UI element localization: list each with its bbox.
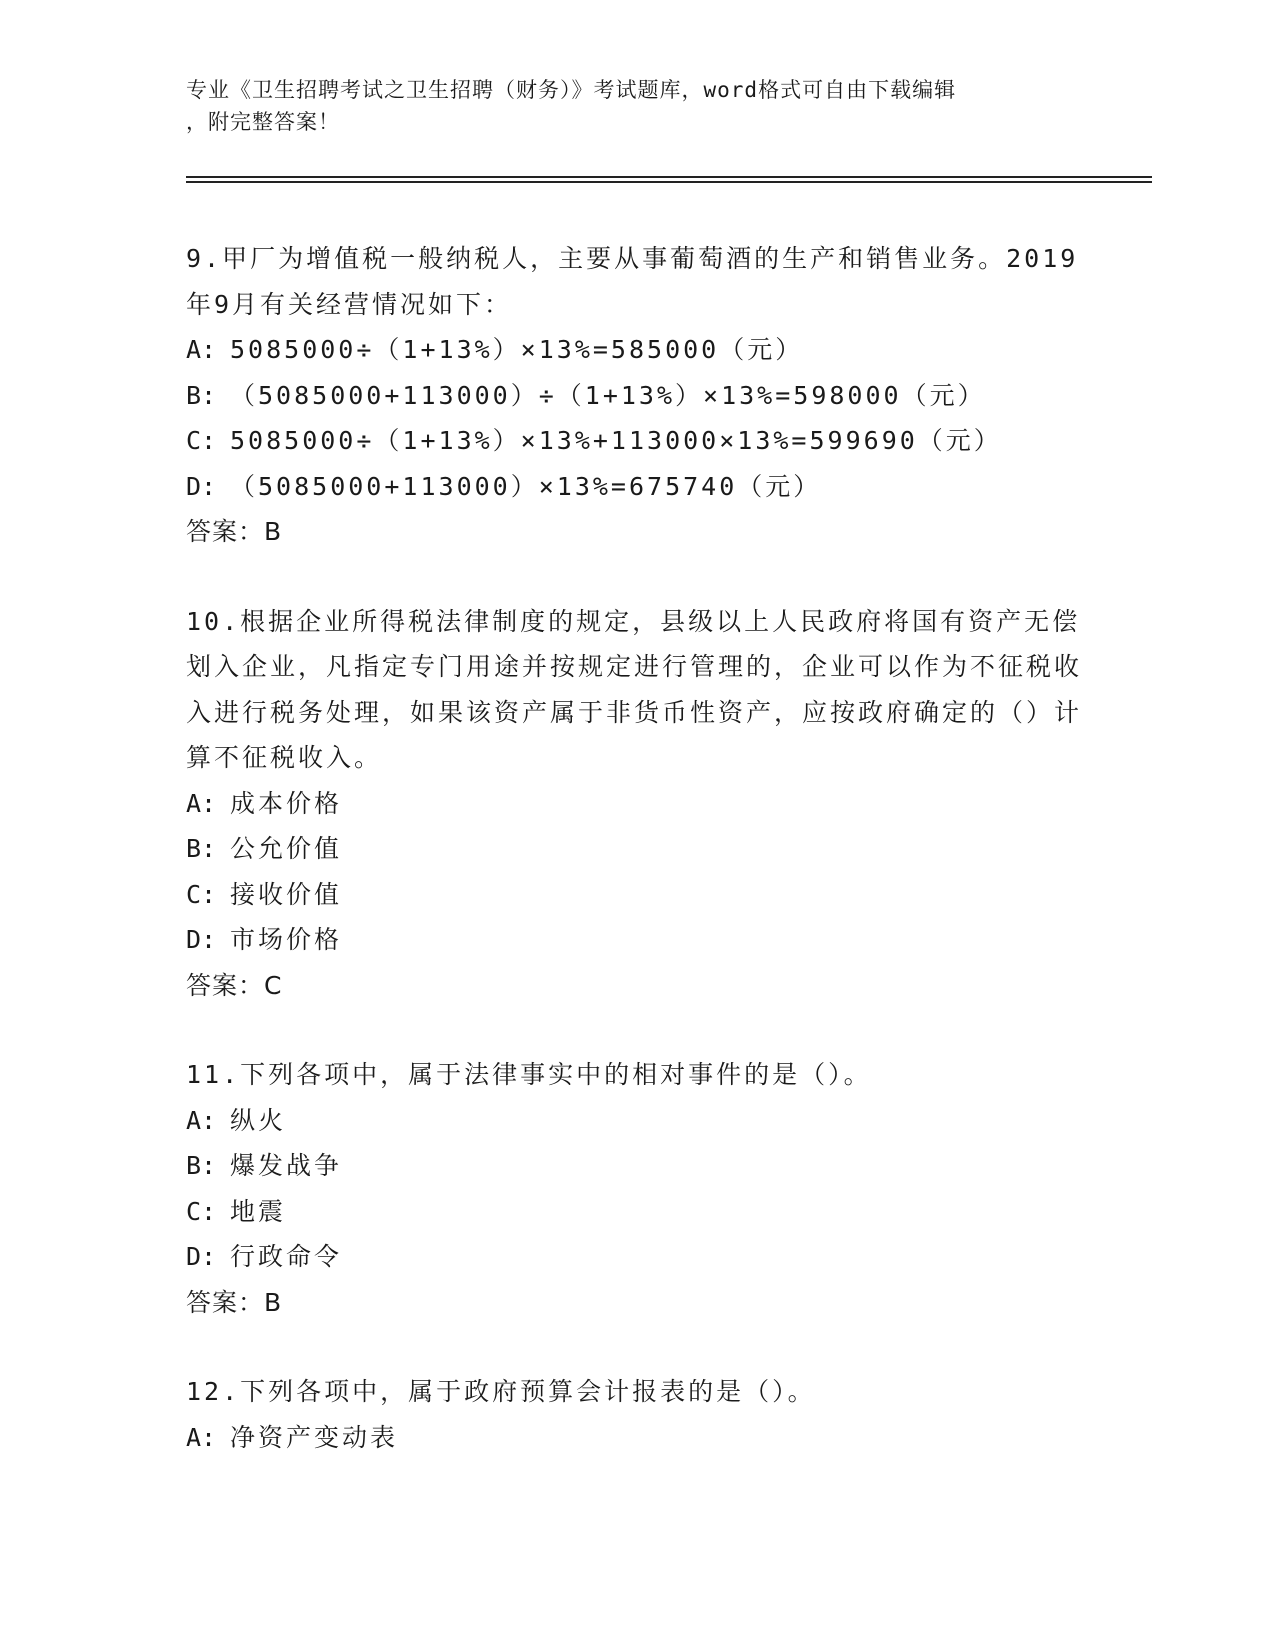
option-key: B: [186,380,217,410]
answer-label: 答案：B [186,517,283,546]
option-a [186,781,1086,827]
option-text: 5085000÷（1+13%）×13%+113000×13%=599690（元） [230,426,1002,455]
question-9 [186,236,1086,555]
question-text: 12.下列各项中，属于政府预算会计报表的是（）。 [186,1377,816,1406]
option-key: A: [186,788,217,818]
question-12 [186,1369,1086,1460]
option-key: B: [186,834,217,863]
option-key: D: [186,1242,217,1271]
question-list [186,236,1086,1460]
question-11 [186,1052,1086,1325]
option-d [186,917,1086,963]
header-rule-bottom [186,181,1152,183]
option-text: （5085000+113000）÷（1+13%）×13%=598000（元） [230,380,986,410]
option-c [186,418,1086,464]
option-key: B: [186,1151,217,1180]
option-text: 爆发战争 [230,1151,343,1180]
answer-label: 答案：B [186,1287,283,1317]
header-rule-top [186,176,1152,178]
question-text: 10.根据企业所得税法律制度的规定，县级以上人民政府将国有资产无偿划入企业，凡指定专门用途并按规定进行管理的，企业可以作为不征税收入进行税务处理，如果该资产属于非货币性资产，应按政府确定的（）计算不征税收入。 [186,606,1083,772]
option-key: C: [186,426,217,455]
option-b [186,1143,1086,1189]
option-key: A: [186,335,217,364]
option-text: 纵火 [230,1105,287,1135]
option-text: 行政命令 [230,1242,343,1271]
question-text: 9.甲厂为增值税一般纳税人，主要从事葡萄酒的生产和销售业务。2019年9月有关经营情况如下： [186,244,1079,319]
option-d [186,1234,1086,1280]
option-d [186,464,1086,510]
option-text: 净资产变动表 [230,1422,399,1452]
option-key: A: [186,1422,217,1452]
option-key: D: [186,925,217,954]
option-key: C: [186,1196,217,1226]
header-line-1: 专业《卫生招聘考试之卫生招聘（财务）》考试题库，word格式可自由下载编辑 [186,78,957,102]
question-10 [186,599,1086,1009]
option-b [186,373,1086,419]
option-text: 接收价值 [230,879,343,909]
option-b [186,826,1086,872]
option-text: 公允价值 [230,834,343,863]
option-text: 成本价格 [230,788,343,818]
answer-label: 答案：C [186,970,283,1000]
option-text: （5085000+113000）×13%=675740（元） [230,471,822,501]
question-text: 11.下列各项中，属于法律事实中的相对事件的是（）。 [186,1060,872,1089]
option-key: C: [186,879,217,909]
option-text: 地震 [230,1196,287,1226]
option-a [186,327,1086,373]
option-text: 5085000÷（1+13%）×13%=585000（元） [230,335,804,364]
option-key: D: [186,471,217,501]
option-c [186,1189,1086,1235]
header-line-2: ，附完整答案！ [186,110,340,134]
option-text: 市场价格 [230,925,343,954]
option-key: A: [186,1105,217,1135]
document-header [186,74,1066,138]
option-c [186,872,1086,918]
option-a [186,1098,1086,1144]
option-a [186,1415,1086,1461]
